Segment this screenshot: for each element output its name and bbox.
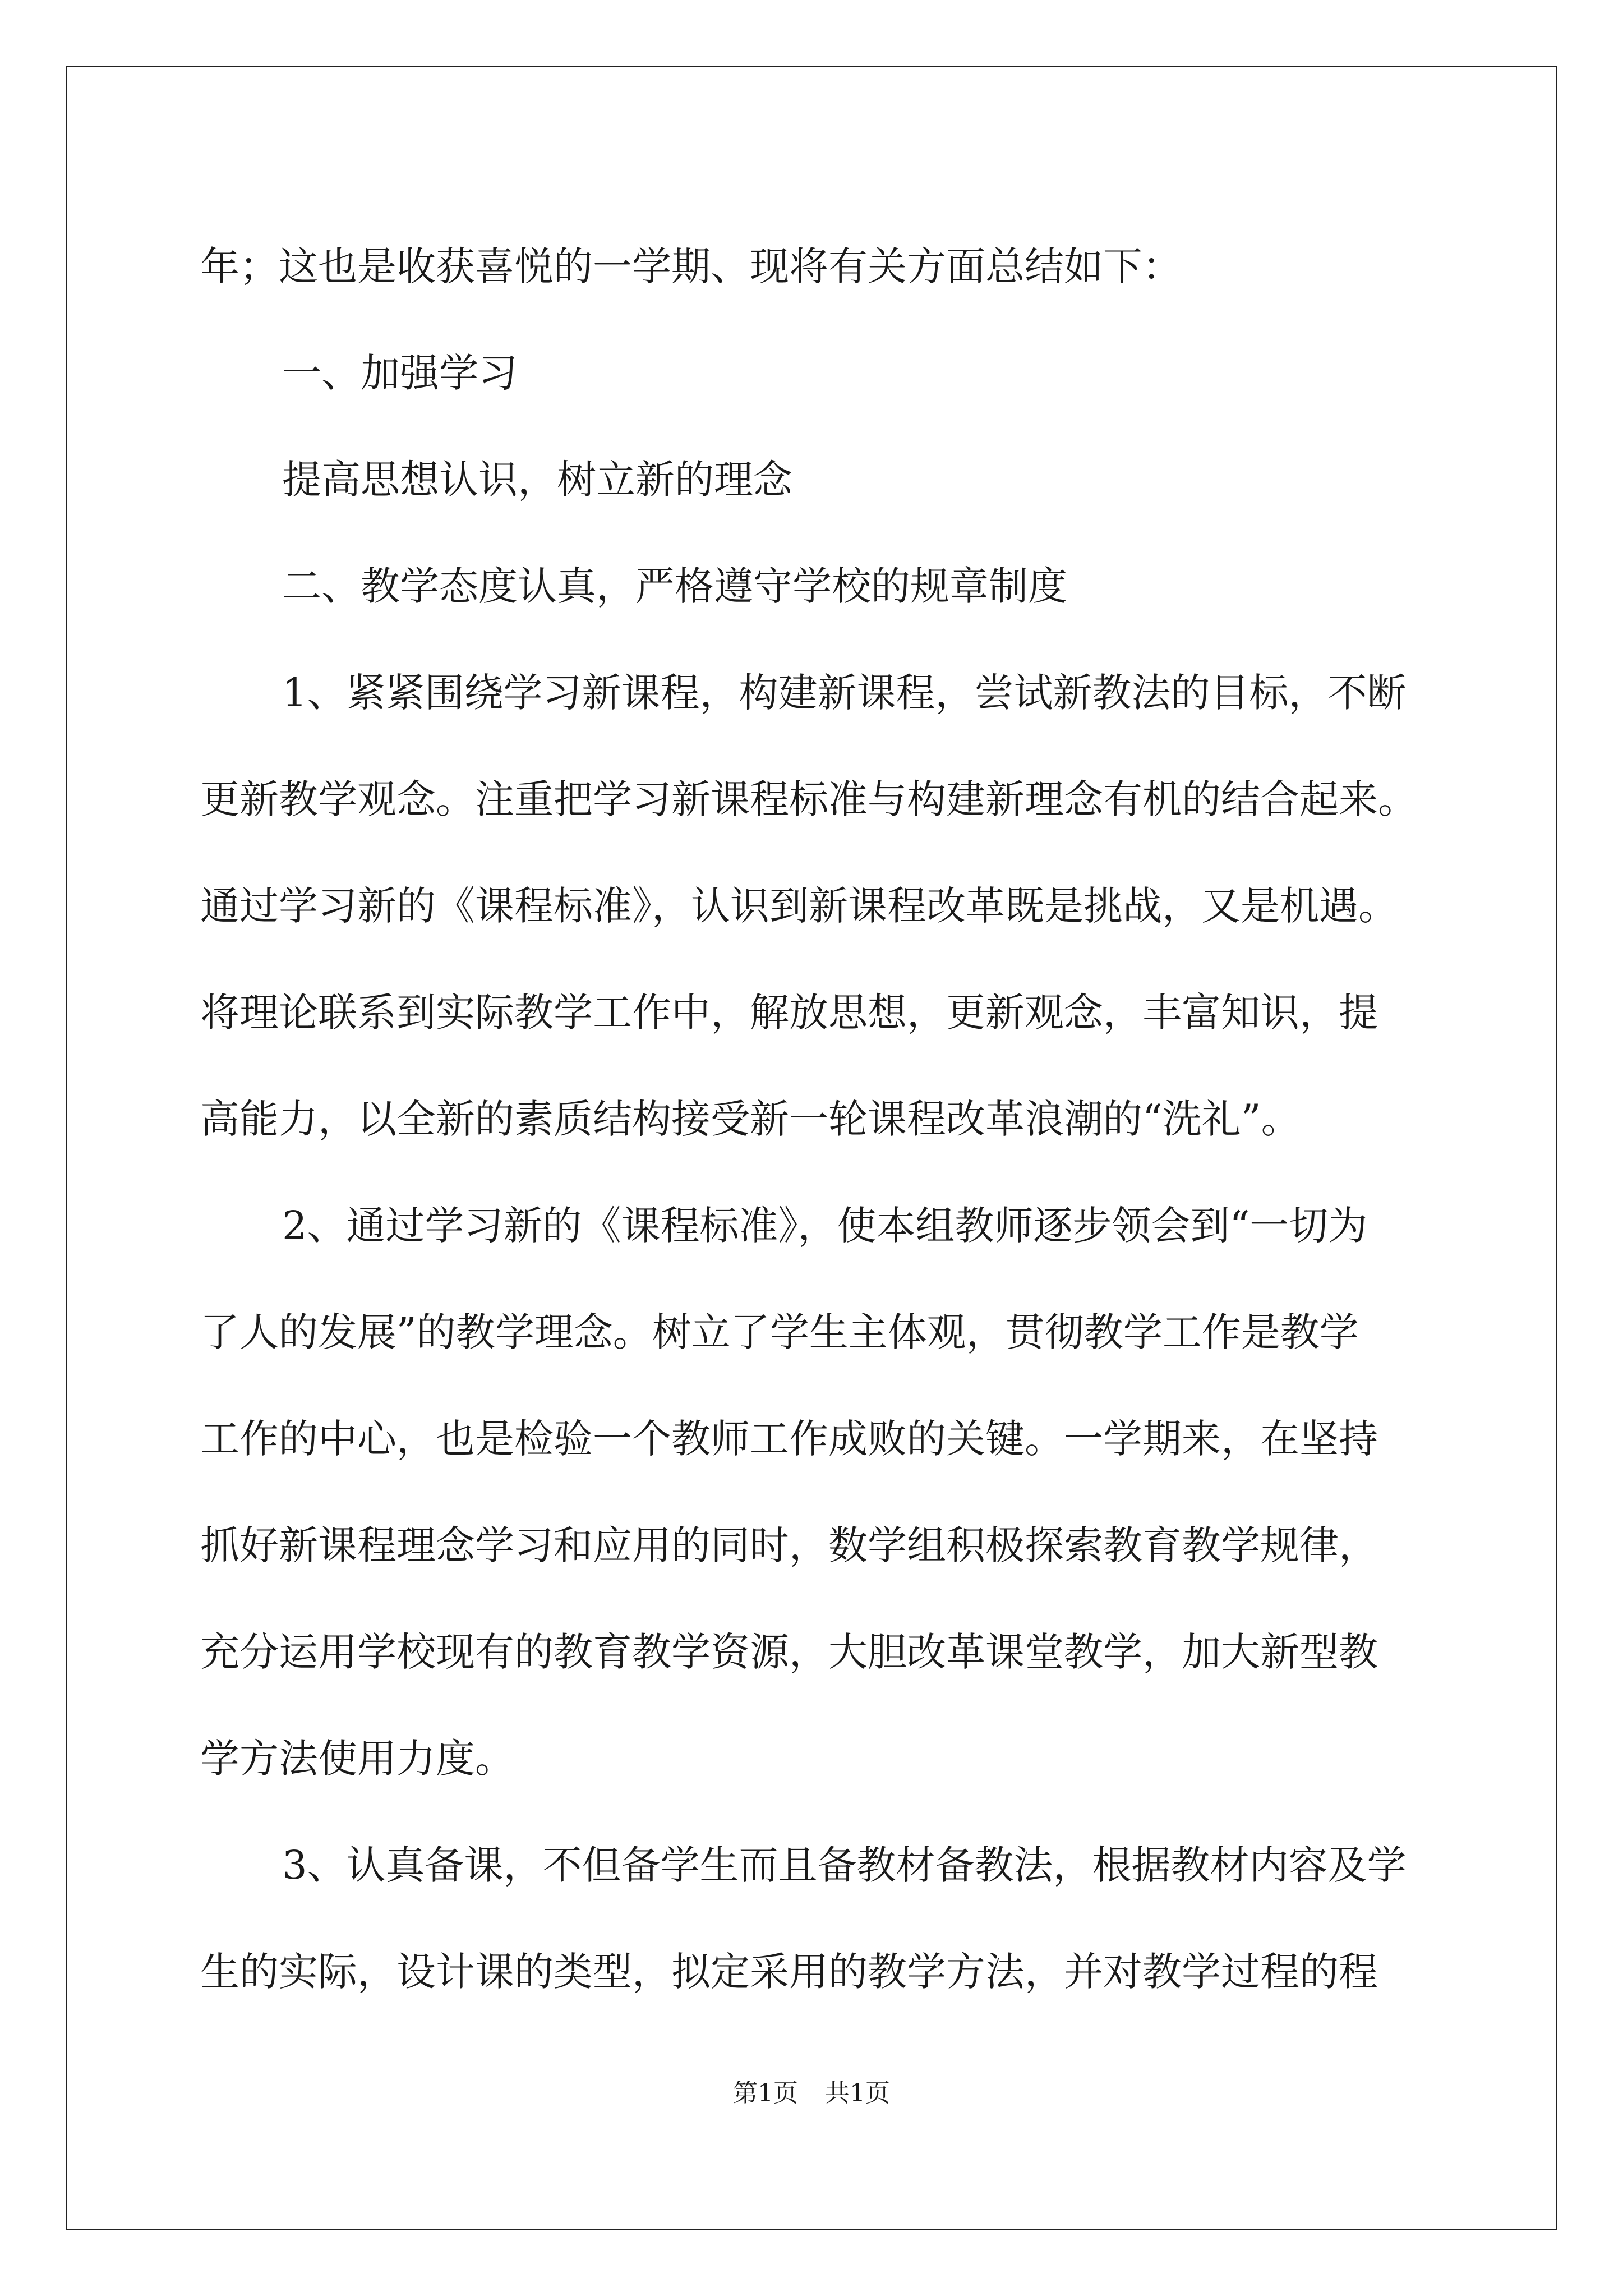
- page-total: 共1页: [825, 2079, 890, 2108]
- text-line: 高能力，以全新的素质结构接受新一轮课程改革浪潮的“洗礼”。: [200, 1096, 1301, 1142]
- section-heading: 一、加强学习: [282, 350, 518, 396]
- text-line: 工作的中心，也是检验一个教师工作成败的关键。一学期来，在坚持: [200, 1416, 1378, 1462]
- text-line: 更新教学观念。注重把学习新课程标准与构建新理念有机的结合起来。: [200, 776, 1417, 822]
- page-number: 第1页: [733, 2079, 798, 2108]
- section-heading: 二、教学态度认真，严格遵守学校的规章制度: [282, 563, 1067, 609]
- text-line: 学方法使用力度。: [200, 1736, 514, 1782]
- page-footer: [0, 2077, 1623, 2110]
- text-line: 生的实际，设计课的类型，拟定采用的教学方法，并对教学过程的程: [200, 1949, 1378, 1995]
- text-line: 3、认真备课，不但备学生而且备教材备教法，根据教材内容及学: [282, 1842, 1407, 1888]
- text-line: 通过学习新的《课程标准》，认识到新课程改革既是挑战，又是机遇。: [200, 883, 1398, 929]
- text-line: 充分运用学校现有的教育教学资源，大胆改革课堂教学，加大新型教: [200, 1629, 1378, 1675]
- text-line: 提高思想认识，树立新的理念: [282, 457, 792, 503]
- text-line: 了人的发展”的教学理念。树立了学生主体观，贯彻教学工作是教学: [200, 1309, 1359, 1355]
- text-line: 2、通过学习新的《课程标准》，使本组教师逐步领会到“一切为: [282, 1203, 1368, 1249]
- text-line: 年；这也是收获喜悦的一学期、现将有关方面总结如下：: [200, 243, 1182, 289]
- text-line: 将理论联系到实际教学工作中，解放思想，更新观念，丰富知识，提: [200, 990, 1378, 1036]
- text-line: 抓好新课程理念学习和应用的同时，数学组积极探索教育教学规律，: [200, 1522, 1378, 1568]
- document-body: [200, 213, 1434, 2025]
- text-line: 1、紧紧围绕学习新课程，构建新课程，尝试新教法的目标，不断: [282, 670, 1407, 716]
